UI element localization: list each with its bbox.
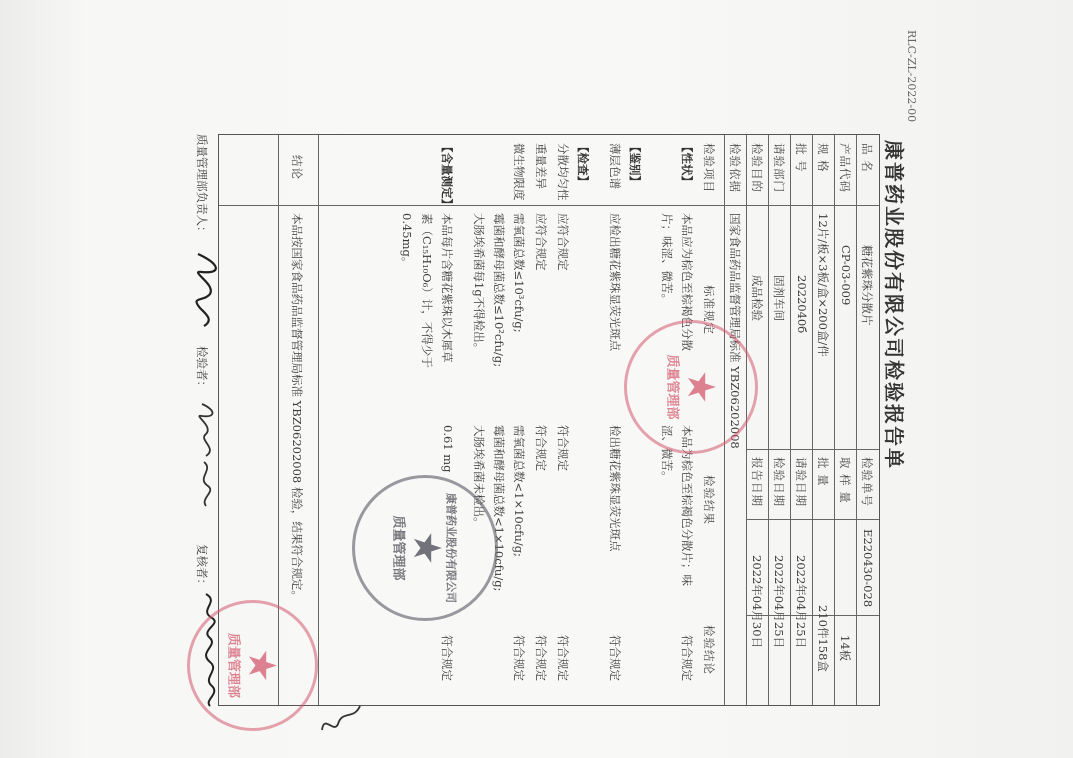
assay-std-line2: 素（C₁₅H₁₀O₆）计，不得少于: [420, 213, 434, 368]
quality-dept-stamp-gray: [352, 475, 498, 621]
star-icon: ★: [242, 650, 282, 681]
tlc-standard: 应检出糖花紫珠显荧光斑点: [608, 213, 622, 351]
micro-res-line1: 需氧菌总数<1×10cfu/g;: [512, 425, 526, 557]
dept-label: 请验部门: [772, 143, 786, 193]
dispersion-result: 符合规定: [556, 425, 570, 471]
form-number: RLC-ZL-2022-00: [905, 30, 918, 123]
report-no: E220430-028: [861, 529, 875, 608]
micro-item: 微生物限度: [512, 143, 526, 201]
request-date: 2022年04月25日: [794, 555, 808, 649]
micro-res-line3: 大肠埃希菌未检出。: [472, 425, 486, 529]
header-conclusion: 检验结论: [702, 625, 716, 675]
report-title: 康普药业股份有限公司检验报告单: [882, 140, 906, 470]
basis: 国家食品药品监督管理局标准 YBZ06202008: [728, 213, 742, 449]
batch-number: 2022040б: [795, 275, 809, 334]
manager-signature: [182, 250, 228, 330]
appearance-std-line1: 本品应为棕色至棕褐色分散: [680, 213, 694, 351]
header-item: 检验项目: [702, 143, 716, 193]
quality-dept-stamp-red-2: [187, 600, 318, 731]
assay-std-line3: 0.45mg。: [400, 213, 414, 269]
dispersion-item: 分散均匀性: [556, 143, 570, 201]
conclusion-label: 结论: [290, 155, 304, 180]
appearance-res-line2: 涩、微苦。: [660, 425, 674, 483]
product-name: 糖花紫珠分散片: [860, 245, 874, 326]
dispersion-conclusion: 符合规定: [556, 635, 570, 681]
basis-label: 检验依据: [728, 143, 742, 193]
micro-res-line2: 霉菌和酵母菌总数<1×10cfu/g;: [492, 425, 506, 592]
test-date: 2022年04月25日: [772, 555, 786, 649]
micro-std-line2: 霉菌和酵母菌总数≤10²cfu/g;: [492, 213, 506, 368]
extra-signature: [318, 700, 368, 740]
quantity-label: 批 量: [816, 457, 830, 487]
red-stamp-text-2: 质量管理部: [226, 632, 241, 699]
tlc-conclusion: 符合规定: [608, 635, 622, 681]
batch-label: 批 号: [794, 143, 808, 173]
tlc-result: 检出糖花紫珠显荧光斑点: [608, 425, 622, 552]
assay-std-line1: 本品每片含糖花紫珠以木犀草: [440, 213, 454, 363]
spec-label: 规 格: [816, 143, 830, 173]
conclusion-text: 本品按国家食品药品监督管理局标准 YBZ06202008 检验，结果符合规定。: [290, 213, 304, 602]
stamp-dept-text: 质量管理部: [390, 515, 406, 581]
section-identification: 【鉴别】: [628, 141, 642, 187]
dispersion-standard: 应符合规定: [556, 213, 570, 271]
dept: 固剂车间: [772, 275, 786, 321]
sample-qty-label: 取 样 量: [838, 457, 852, 504]
weight-result: 符合规定: [534, 425, 548, 471]
quantity: 210件158盒: [816, 605, 830, 672]
weight-conclusion: 符合规定: [534, 635, 548, 681]
purpose-label: 检验目的: [750, 143, 764, 193]
test-date-label: 检验日期: [772, 457, 786, 507]
report-date: 2022年04月30日: [750, 555, 764, 649]
header-standard: 标准规定: [702, 285, 716, 335]
star-icon: ★: [406, 532, 447, 564]
report-sheet: [170, 0, 928, 758]
micro-std-line3: 大肠埃希菌每1g不得检出。: [472, 213, 486, 355]
purpose: 成品检验: [750, 275, 764, 321]
star-icon: ★: [680, 371, 721, 403]
reviewer-label: 复核者：: [195, 544, 209, 590]
tlc-item: 薄层色谱: [608, 143, 622, 189]
report-table: [218, 134, 880, 706]
stamp-company-text: 康普药业股份有限公司: [444, 493, 458, 603]
appearance-std-line2: 片；味涩、微苦。: [660, 213, 674, 305]
assay-conclusion: 符合规定: [440, 635, 454, 681]
report-no-label: 检验单号: [860, 457, 874, 507]
quality-dept-stamp-red-1: [624, 320, 758, 454]
micro-std-line1: 需氧菌总数≤10³cfu/g;: [512, 213, 526, 333]
red-stamp-text-1: 质量管理部: [664, 354, 680, 420]
assay-result: 0.61 mg: [441, 425, 455, 473]
section-assay: 【含量测定】: [440, 141, 454, 210]
report-date-label: 报告日期: [750, 457, 764, 507]
appearance-res-line1: 本品为棕色至棕褐色分散片；味: [680, 425, 694, 586]
weight-standard: 应符合规定: [534, 213, 548, 271]
header-result: 检验结果: [702, 475, 716, 525]
product-code: CP-03-009: [839, 245, 853, 306]
spec: 12片/板×3板/盒×200盒/件: [816, 213, 830, 357]
section-inspection: 【检查】: [576, 141, 590, 187]
micro-conclusion: 符合规定: [512, 635, 526, 681]
section-appearance: 【性状】: [680, 141, 694, 187]
request-date-label: 请验日期: [794, 457, 808, 507]
appearance-conclusion: 符合规定: [680, 635, 694, 681]
sample-qty: 14板: [838, 635, 852, 662]
weight-item: 重量差异: [534, 143, 548, 189]
product-code-label: 产品代码: [838, 143, 852, 193]
product-name-label: 品 名: [860, 143, 874, 173]
inspector-signature: [186, 400, 226, 510]
inspector-label: 检验者：: [195, 346, 209, 392]
manager-label: 质量管理部负责人：: [195, 134, 209, 238]
